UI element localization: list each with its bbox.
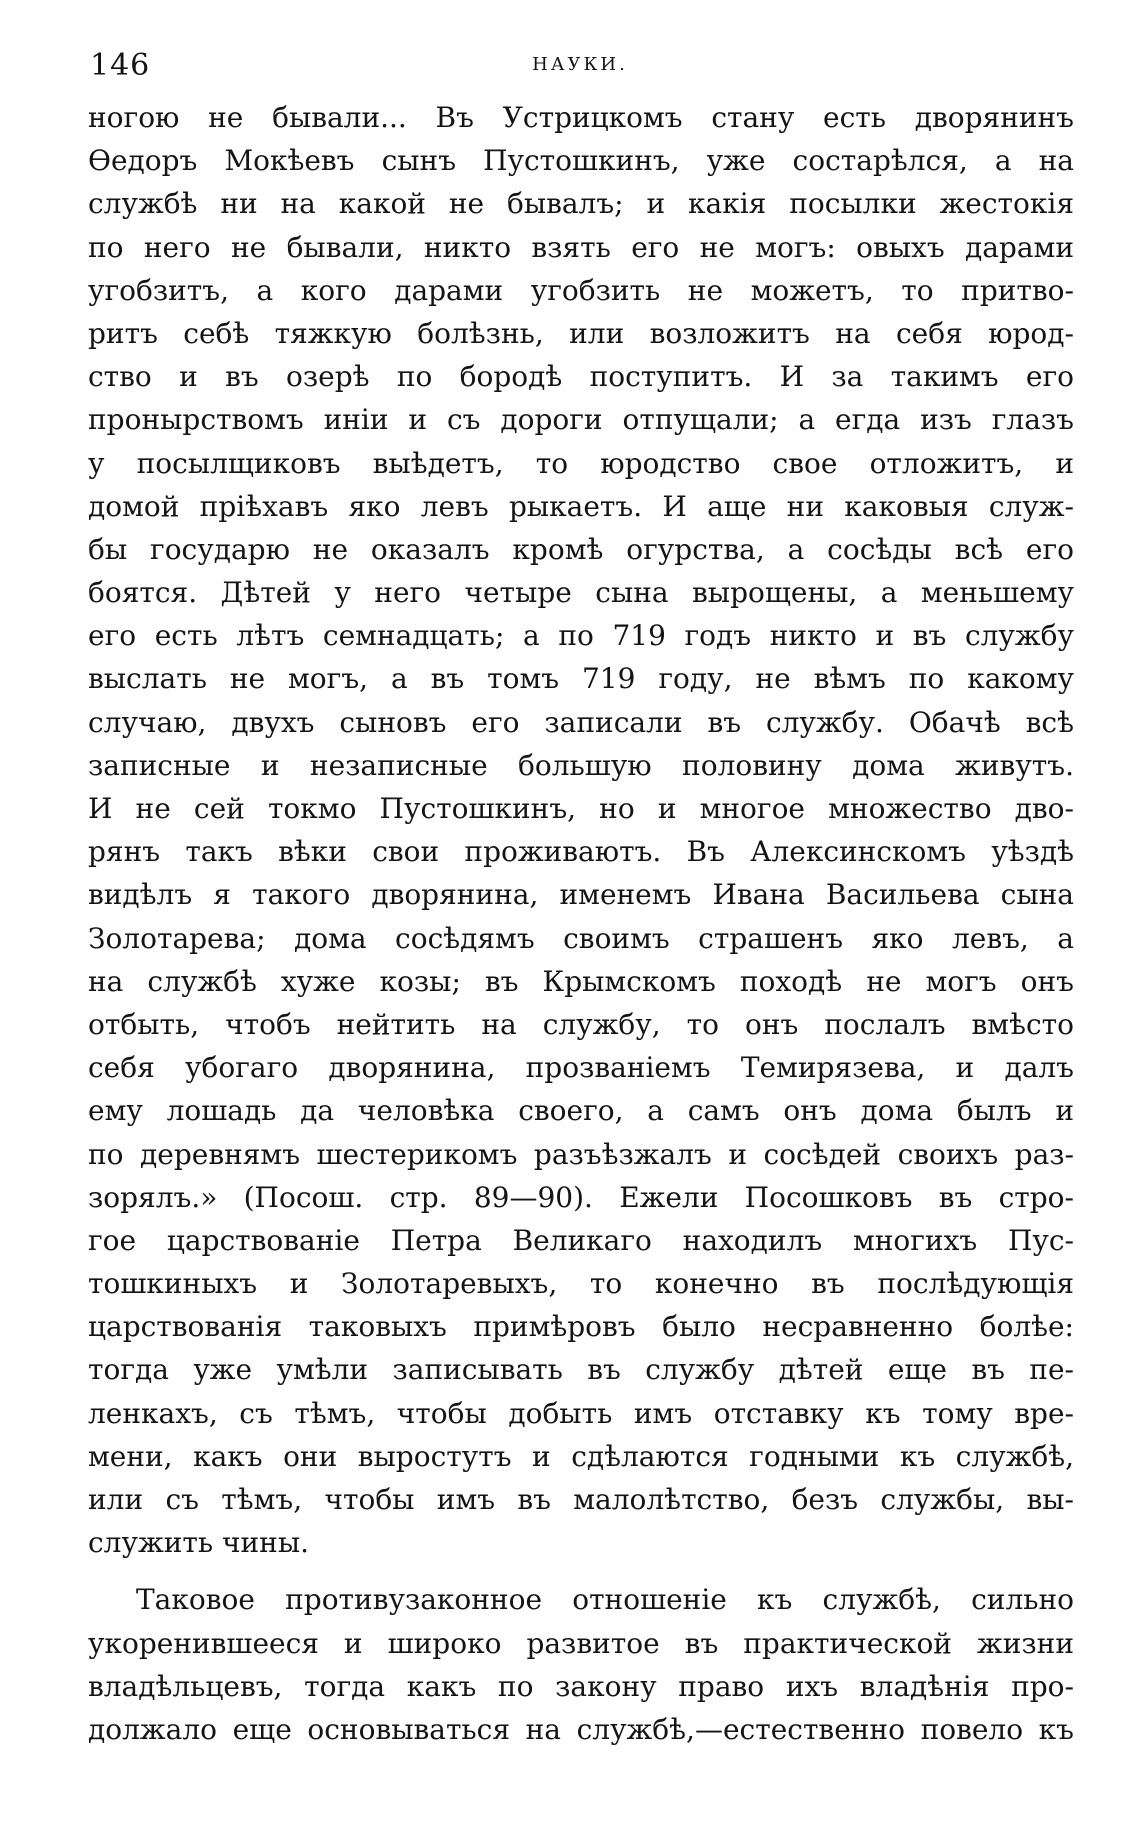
- text-line: ленкахъ, съ тѣмъ, чтобы добыть имъ отставку къ тому вре-: [88, 1396, 1074, 1430]
- text-line: Золотарева; дома сосѣдямъ своимъ страшенъ яко левъ, а: [88, 921, 1074, 955]
- text-line: на службѣ хуже козы; въ Крымскомъ походѣ не могъ онъ: [88, 964, 1074, 998]
- text-line: рянъ такъ вѣки свои проживаютъ. Въ Алексинскомъ уѣздѣ: [88, 835, 1074, 869]
- text-line: зорялъ.» (Посош. стр. 89—90). Ежели Посошковъ въ стро-: [88, 1180, 1074, 1214]
- text-line: случаю, двухъ сыновъ его записали въ службу. Обачѣ всѣ: [88, 705, 1074, 739]
- text-line: видѣлъ я такого дворянина, именемъ Ивана Васильева сына: [88, 878, 1074, 912]
- text-line: бы государю не оказалъ кромѣ огурства, а сосѣды всѣ его: [88, 532, 1074, 566]
- text-line: служить чины.: [88, 1526, 310, 1560]
- text-line: укоренившееся и широко развитое въ практической жизни: [88, 1626, 1074, 1660]
- text-line: его есть лѣтъ семнадцать; а по 719 годъ никто и въ службу: [88, 619, 1074, 653]
- text-line: ритъ себѣ тяжкую болѣзнь, или возложитъ на себя юрод-: [88, 316, 1074, 350]
- text-line: или съ тѣмъ, чтобы имъ въ малолѣтство, безъ службы, вы-: [88, 1483, 1074, 1516]
- text-line: Ѳедоръ Мокѣевъ сынъ Пустошкинъ, уже состарѣлся, а на: [88, 144, 1074, 178]
- text-line: ство и въ озерѣ по бородѣ поступитъ. И за такимъ его: [88, 360, 1074, 394]
- text-line: себя убогаго дворянина, прозваніемъ Темирязева, и далъ: [88, 1051, 1074, 1085]
- text-line: тошкиныхъ и Золотаревыхъ, то конечно въ послѣдующія: [88, 1267, 1074, 1301]
- text-line: у посылщиковъ выѣдетъ, то юродство свое отложитъ, и: [88, 446, 1074, 480]
- text-line: домой пріѣхавъ яко левъ рыкаетъ. И аще ни каковыя служ-: [88, 489, 1074, 523]
- text-line: И не сей токмо Пустошкинъ, но и многое множество дво-: [88, 792, 1074, 825]
- text-line: по него не бывали, никто взять его не могъ: овыхъ дарами: [88, 230, 1074, 264]
- text-line: должало еще основываться на службѣ,—естественно повело къ: [88, 1712, 1074, 1746]
- paragraph: [88, 96, 1074, 1564]
- text-line: ему лошадь да человѣка своего, а самъ онъ дома былъ и: [88, 1094, 1074, 1128]
- text-line: Таковое противузаконное отношеніе къ службѣ, сильно: [136, 1583, 1074, 1617]
- page-number: 146: [90, 48, 151, 83]
- text-line: царствованія таковыхъ примѣровъ было несравненно болѣе:: [88, 1310, 1074, 1344]
- text-line: по деревнямъ шестерикомъ разъѣзжалъ и сосѣдей своихъ раз-: [88, 1137, 1074, 1171]
- text-line: службѣ ни на какой не бывалъ; и какія посылки жестокія: [88, 187, 1074, 221]
- text-line: владѣльцевъ, тогда какъ по закону право ихъ владѣнія про-: [88, 1669, 1074, 1703]
- text-line: пронырствомъ иніи и съ дороги отпущали; а егда изъ глазъ: [88, 403, 1074, 437]
- running-head: [90, 48, 1070, 88]
- text-line: мени, какъ они выростутъ и сдѣлаются годными къ службѣ,: [88, 1439, 1074, 1473]
- text-line: отбыть, чтобъ нейтить на службу, то онъ послалъ вмѣсто: [88, 1007, 1074, 1041]
- text-line: угобзитъ, а кого дарами угобзить не можетъ, то притво-: [88, 273, 1074, 307]
- text-line: ногою не бывали... Въ Устрицкомъ стану есть дворянинъ: [88, 101, 1074, 134]
- body-text: [88, 96, 1074, 1751]
- text-line: выслать не могъ, а въ томъ 719 году, не вѣмъ по какому: [88, 662, 1074, 696]
- section-title: НАУКИ.: [532, 54, 628, 75]
- paragraph-gap: [88, 1564, 1074, 1578]
- text-line: записные и незаписные большую половину дома живутъ.: [88, 748, 1074, 782]
- paragraph: [88, 1578, 1074, 1751]
- text-line: гое царствованіе Петра Великаго находилъ многихъ Пус-: [88, 1223, 1074, 1257]
- text-line: боятся. Дѣтей у него четыре сына вырощены, а меньшему: [88, 576, 1074, 610]
- text-line: тогда уже умѣли записывать въ службу дѣтей еще въ пе-: [88, 1353, 1074, 1387]
